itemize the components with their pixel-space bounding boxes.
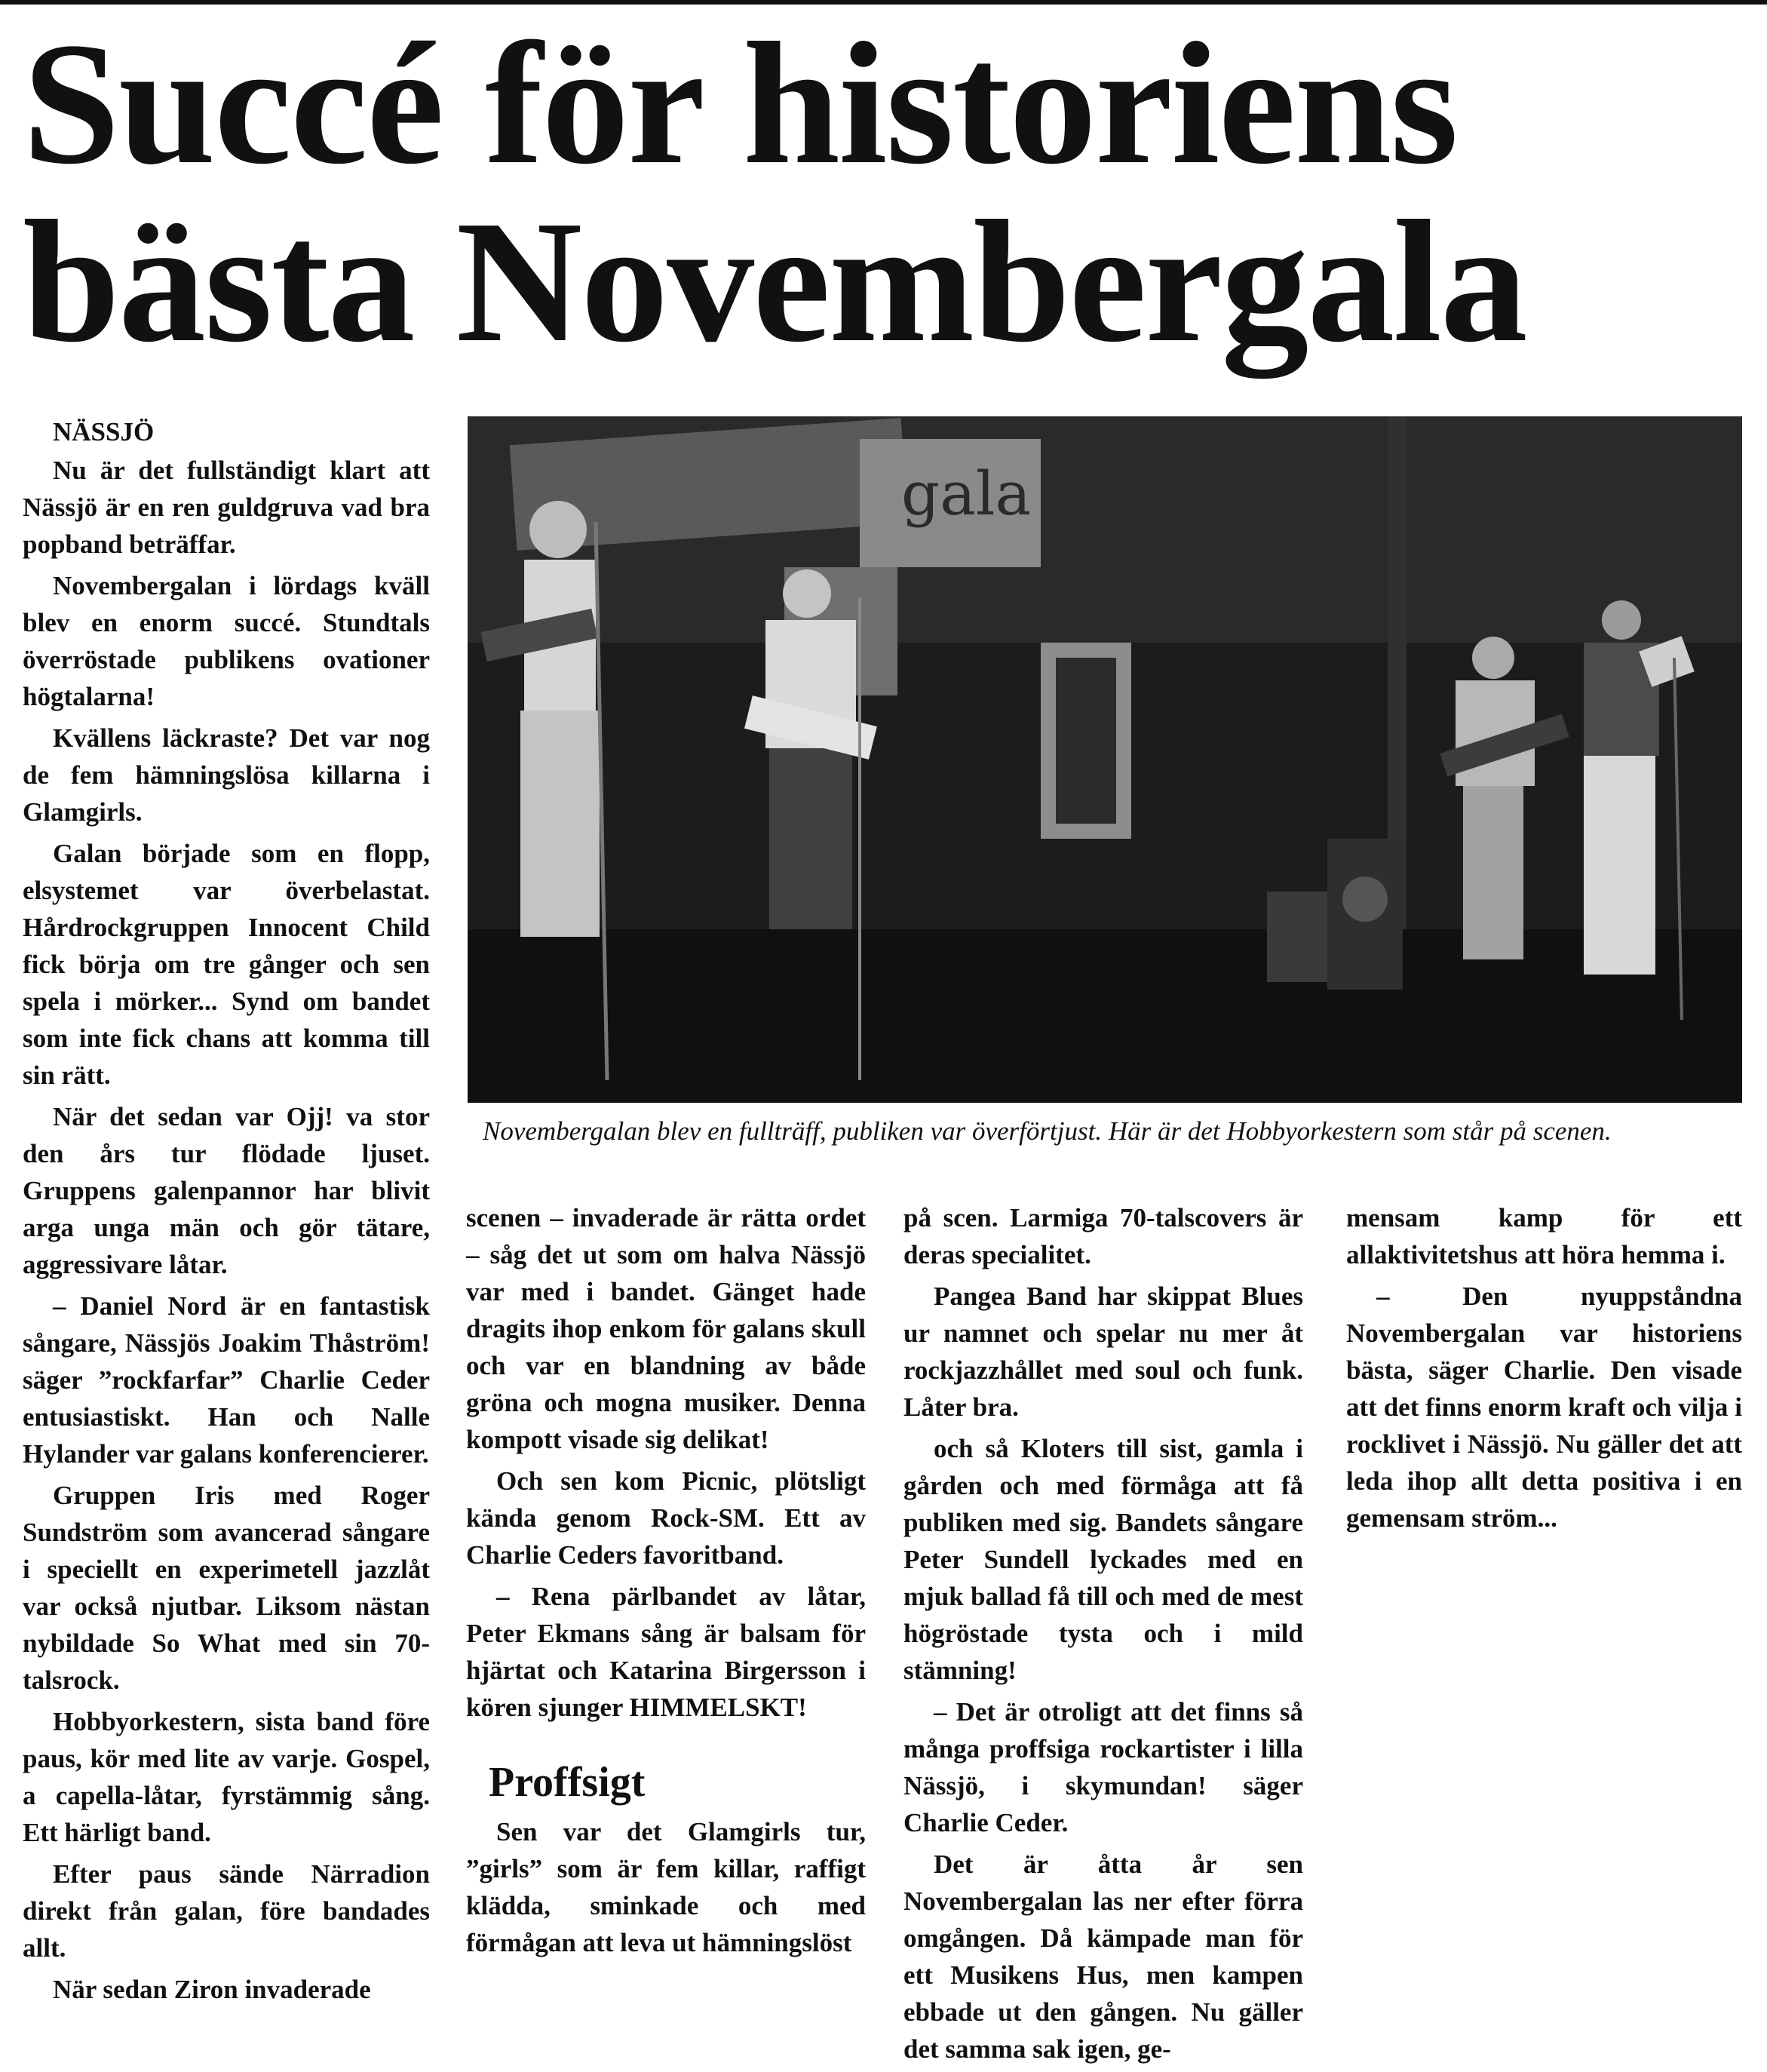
column-4	[1346, 1199, 1742, 1541]
banner-text: gala	[901, 459, 1032, 529]
top-rule	[0, 0, 1767, 5]
paragraph: Nu är det fullständigt klart att Nässjö är en ren guldgruva vad bra popband beträffar.	[23, 456, 430, 559]
headline: Succé för historiens bästa Novembergala	[23, 7, 1526, 379]
subheading: Proffsigt	[489, 1759, 646, 1806]
concert-photo	[468, 416, 1742, 1103]
paragraph: och så Kloters till sist, gamla i gården och med förmåga att få publiken med sig. Bandets sångare Peter Sundell lyckades med en mjuk ballad få till och med de mest högröstade tysta och i mild stämning!	[903, 1434, 1303, 1685]
paragraph: Gruppen Iris med Roger Sundström som avancerad sångare i speciellt en experimetell jazzlåt var också njutbar. Liksom nästan nybildade So What med sin 70-talsrock.	[23, 1481, 430, 1695]
paragraph: Galan började som en flopp, elsystemet var överbelastat. Hårdrockgruppen Innocent Child fick börja om tre gånger och sen spela i mörker... Synd om bandet som inte fick chans att komma till sin rätt.	[23, 839, 430, 1090]
paragraph: Hobbyorkestern, sista band före paus, kör med lite av varje. Gospel, a capella-låtar, fyrstämmig sång. Ett härligt band.	[23, 1707, 430, 1847]
paragraph: på scen. Larmiga 70-talscovers är deras specialitet.	[903, 1203, 1303, 1269]
concert-photo-illustration	[468, 416, 1742, 1103]
paragraph: Sen var det Glamgirls tur, ”girls” som är fem killar, raffigt klädda, sminkade och med förmågan att leva ut hämningslöst	[466, 1817, 866, 1957]
paragraph: – Daniel Nord är en fantastisk sångare, Nässjös Joakim Thåström! säger ”rockfarfar” Charlie Ceder entusiastiskt. Han och Nalle Hylander var galans konferencierer.	[23, 1291, 430, 1469]
paragraph: När sedan Ziron invaderade	[53, 1975, 371, 2004]
paragraph: Och sen kom Picnic, plötsligt kända genom Rock-SM. Ett av Charlie Ceders favoritband.	[466, 1466, 866, 1570]
paragraph: Det är åtta år sen Novembergalan las ner efter förra omgången. Då kämpade man för ett Musikens Hus, men kampen ebbade ut den gången. Nu gäller det samma sak igen, ge-	[903, 1849, 1303, 2064]
paragraph: Pangea Band har skippat Blues ur namnet och spelar nu mer åt rockjazzhållet med soul och funk. Låter bra.	[903, 1282, 1303, 1422]
paragraph: Novembergalan i lördags kväll blev en enorm succé. Stundtals överröstade publikens ovationer högtalarna!	[23, 571, 430, 711]
paragraph: Efter paus sände Närradion direkt från galan, före bandades allt.	[23, 1859, 430, 1963]
column-3	[903, 1199, 1303, 2072]
photo-caption: Novembergalan blev en fullträff, publiken var överförtjust. Här är det Hobbyorkestern som står på scenen.	[483, 1116, 1612, 1146]
paragraph: – Rena pärlbandet av låtar, Peter Ekmans sång är balsam för hjärtat och Katarina Birgersson i kören sjunger HIMMELSKT!	[466, 1582, 866, 1722]
paragraph: scenen – invaderade är rätta ordet – såg det ut som om halva Nässjö var med i bandet. Gänget hade dragits ihop enkom för galans skull och var en blandning av både gröna och mogna musiker. Denna kompott visade sig delikat!	[466, 1203, 866, 1454]
column-2	[466, 1199, 866, 1966]
paragraph: Kvällens läckraste? Det var nog de fem hämningslösa killarna i Glamgirls.	[23, 723, 430, 827]
dateline: NÄSSJÖ	[53, 417, 155, 447]
paragraph: – Det är otroligt att det finns så många proffsiga rockartister i lilla Nässjö, i skymundan! säger Charlie Ceder.	[903, 1697, 1303, 1837]
paragraph: – Den nyuppståndna Novembergalan var historiens bästa, säger Charlie. Den visade att det finns enorm kraft och vilja i rocklivet i Nässjö. Nu gäller det att leda ihop allt detta positiva i en gemensam ström...	[1346, 1282, 1742, 1533]
paragraph: När det sedan var Ojj! va stor den års tur flödade ljuset. Gruppens galenpannor har blivit arga unga män och gör tätare, aggressivare låtar.	[23, 1102, 430, 1279]
paragraph: mensam kamp för ett allaktivitetshus att höra hemma i.	[1346, 1203, 1742, 1269]
column-1	[23, 413, 430, 2012]
